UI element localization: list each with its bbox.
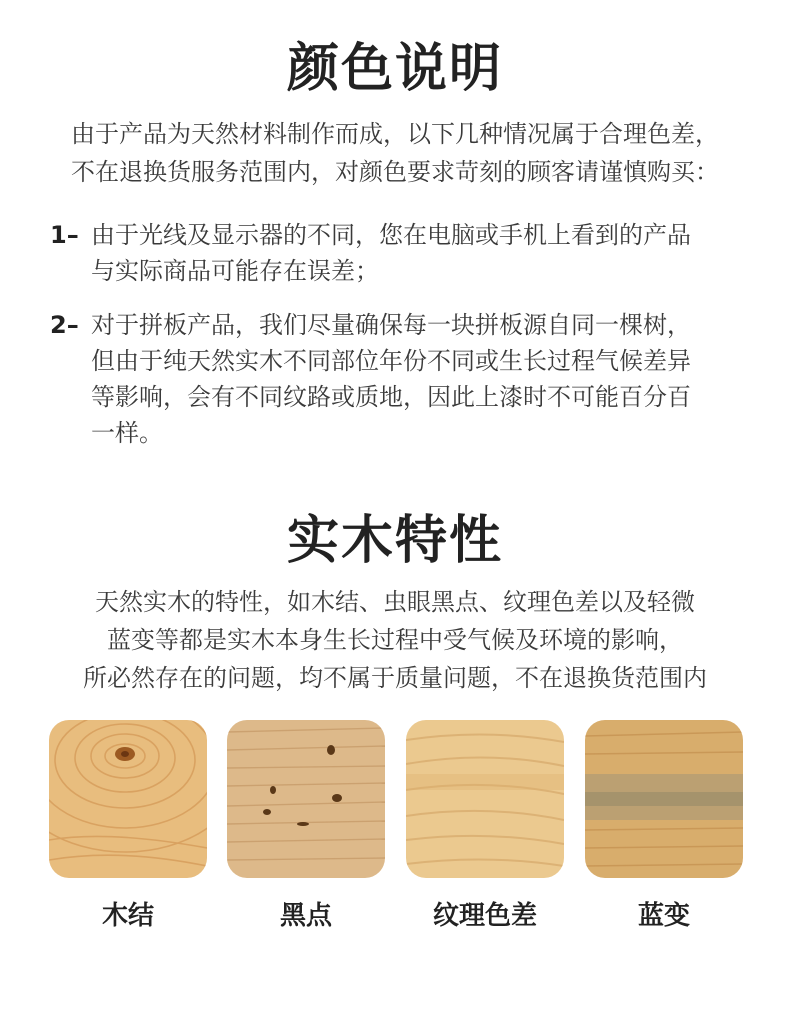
sample-label-knot: 木结	[101, 901, 154, 931]
wood-base	[227, 720, 385, 878]
item-number: 2–	[50, 311, 79, 339]
wood-grain-color-image	[406, 720, 564, 878]
sample-label-black-dots: 黑点	[279, 901, 332, 931]
wood-base	[406, 720, 564, 878]
wood-intro	[0, 583, 790, 697]
item-line: 但由于纯天然实木不同部位年份不同或生长过程气候差异	[91, 347, 691, 375]
color-intro-line: 不在退换货服务范围内，对颜色要求苛刻的顾客请谨慎购买：	[71, 158, 719, 186]
wood-black-dots-image	[227, 720, 385, 878]
item-line: 等影响，会有不同纹路或质地，因此上漆时不可能百分百	[91, 383, 691, 411]
wood-intro-line: 蓝变等都是实木本身生长过程中受气候及环境的影响，	[107, 626, 683, 654]
color-section-title: 颜色说明	[286, 39, 503, 99]
item-line: 一样。	[91, 419, 163, 447]
color-intro	[0, 115, 790, 191]
item-line: 对于拼板产品，我们尽量确保每一块拼板源自同一棵树，	[91, 311, 691, 339]
wood-blue-stain-image	[585, 720, 743, 878]
wood-intro-line: 所必然存在的问题，均不属于质量问题，不在退换货范围内	[83, 664, 707, 692]
wood-section-title: 实木特性	[286, 511, 503, 571]
color-intro-line: 由于产品为天然材料制作而成，以下几种情况属于合理色差，	[71, 120, 719, 148]
wood-knot-image	[49, 720, 207, 878]
item-line: 由于光线及显示器的不同，您在电脑或手机上看到的产品	[91, 221, 691, 249]
sample-label-blue-stain: 蓝变	[637, 901, 690, 931]
sample-label-grain-color: 纹理色差	[432, 901, 537, 931]
item-text	[91, 217, 741, 289]
item-number: 1–	[50, 221, 79, 249]
wood-intro-line: 天然实木的特性，如木结、虫眼黑点、纹理色差以及轻微	[95, 588, 695, 616]
item-text	[91, 307, 741, 451]
item-line: 与实际商品可能存在误差；	[91, 257, 379, 285]
